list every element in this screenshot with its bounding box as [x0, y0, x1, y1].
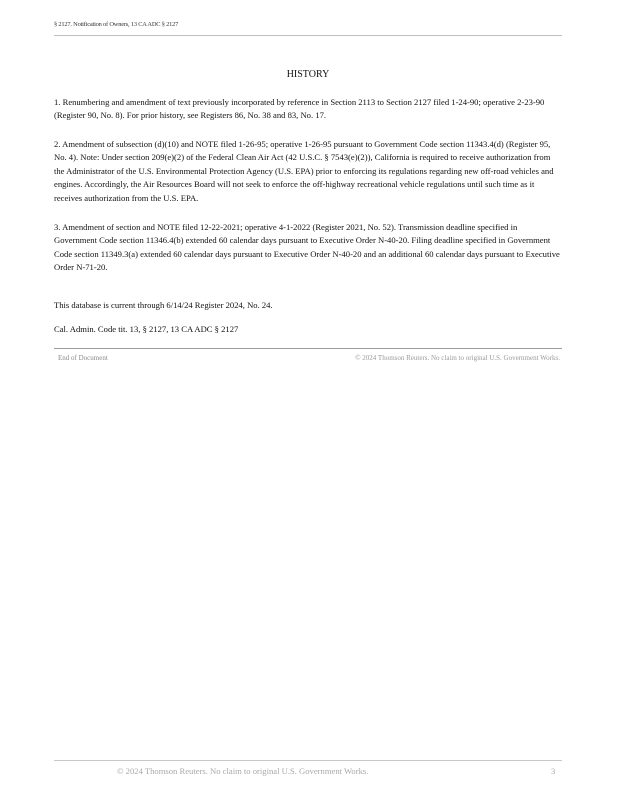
end-copyright-notice: © 2024 Thomson Reuters. No claim to original U.S. Government Works.	[355, 354, 560, 362]
citation-line: Cal. Admin. Code tit. 13, § 2127, 13 CA ADC § 2127	[54, 324, 239, 334]
end-of-document-label: End of Document	[58, 354, 108, 362]
history-heading: HISTORY	[286, 69, 330, 80]
history-note-2: 2. Amendment of subsection (d)(10) and NOTE filed 1-26-95; operative 1-26-95 pursuant to Government Code section 11343.4(d) (Register 95, No. 4). Note: Under section 209(e)(2) of the Federal Clean Air Act (42 U.S.C. § 7543(e)(2)), California is required to receive authorization from the Administrator of the U.S. Environmental Protection Agency (U.S. EPA) prior to enforcing its regulations regarding new off-road vehicles and engines. Accordingly, the Air Resources Board will not seek to enforce the off-highway recreational vehicle regulations until such time as it receives authorization from the U.S. EPA.	[54, 139, 554, 203]
history-note-3: 3. Amendment of section and NOTE filed 12-22-2021; operative 4-1-2022 (Register 2021, No. 52). Transmission deadline specified in Government Code section 11346.4(b) extended 60 calendar days pursuant to Executive Order N-40-20. Filing deadline specified in Government Code section 11349.3(a) extended 60 calendar days pursuant to Executive Order N-40-20 and an additional 60 calendar days pursuant to Executive Order N-71-20.	[54, 222, 560, 273]
end-divider	[54, 348, 562, 349]
database-currency-note: This database is current through 6/14/24 Register 2024, No. 24.	[54, 300, 273, 310]
footer-divider	[54, 760, 562, 761]
footer-copyright: © 2024 Thomson Reuters. No claim to original U.S. Government Works.	[117, 766, 369, 776]
page-number: 3	[551, 766, 556, 776]
running-header: § 2127. Notification of Owners, 13 CA ADC § 2127	[54, 21, 179, 28]
header-divider	[54, 35, 562, 36]
history-note-1: 1. Renumbering and amendment of text previously incorporated by reference in Section 2113 to Section 2127 filed 1-24-90; operative 2-23-90 (Register 90, No. 8). For prior history, see Registers 86, No. 38 and 83, No. 17.	[54, 97, 545, 121]
